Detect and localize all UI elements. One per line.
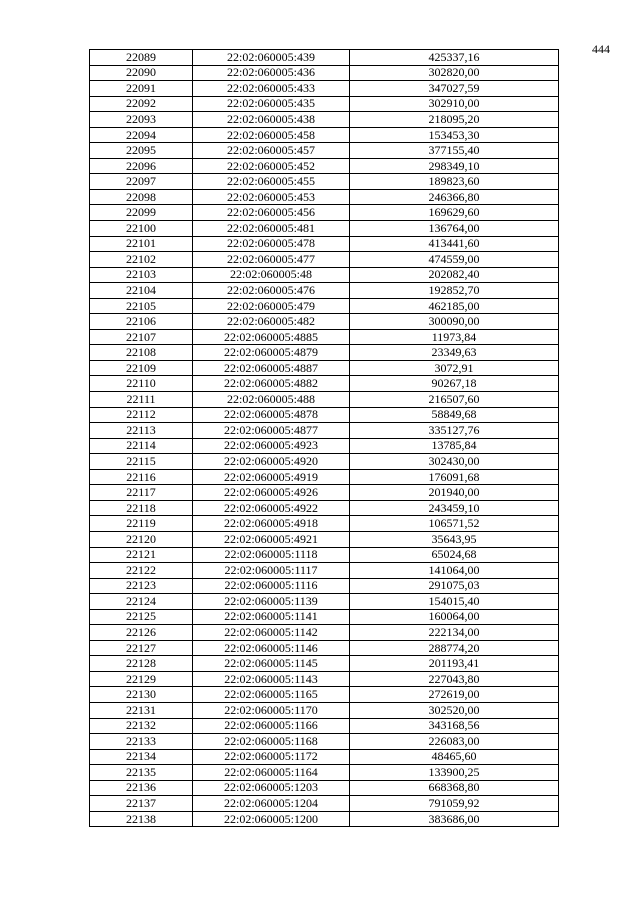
cadastral-value-cell: 90267,18 — [350, 376, 559, 392]
row-number-cell: 22107 — [90, 329, 193, 345]
cadastral-value-table — [89, 49, 559, 827]
table-row — [90, 298, 559, 314]
cadastral-number-cell: 22:02:060005:478 — [193, 236, 350, 252]
table-row — [90, 392, 559, 408]
table-row — [90, 500, 559, 516]
cadastral-number-cell: 22:02:060005:458 — [193, 127, 350, 143]
table-row — [90, 81, 559, 97]
table-row — [90, 329, 559, 345]
cadastral-number-cell: 22:02:060005:1139 — [193, 594, 350, 610]
cadastral-value-cell: 300090,00 — [350, 314, 559, 330]
cadastral-value-cell: 302820,00 — [350, 65, 559, 81]
row-number-cell: 22129 — [90, 671, 193, 687]
table-row — [90, 718, 559, 734]
row-number-cell: 22091 — [90, 81, 193, 97]
table-row — [90, 236, 559, 252]
cadastral-value-cell: 462185,00 — [350, 298, 559, 314]
cadastral-number-cell: 22:02:060005:452 — [193, 158, 350, 174]
table-row — [90, 267, 559, 283]
cadastral-number-cell: 22:02:060005:1204 — [193, 796, 350, 812]
cadastral-number-cell: 22:02:060005:477 — [193, 252, 350, 268]
cadastral-value-cell: 668368,80 — [350, 780, 559, 796]
cadastral-number-cell: 22:02:060005:1166 — [193, 718, 350, 734]
row-number-cell: 22134 — [90, 749, 193, 765]
table-row — [90, 563, 559, 579]
row-number-cell: 22101 — [90, 236, 193, 252]
table-row — [90, 283, 559, 299]
table-row — [90, 345, 559, 361]
cadastral-value-cell: 201193,41 — [350, 656, 559, 672]
row-number-cell: 22106 — [90, 314, 193, 330]
table-row — [90, 314, 559, 330]
cadastral-value-cell: 133900,25 — [350, 765, 559, 781]
cadastral-value-cell: 272619,00 — [350, 687, 559, 703]
table-row — [90, 127, 559, 143]
cadastral-value-cell: 176091,68 — [350, 469, 559, 485]
row-number-cell: 22100 — [90, 221, 193, 237]
cadastral-value-cell: 302520,00 — [350, 702, 559, 718]
row-number-cell: 22109 — [90, 360, 193, 376]
cadastral-value-cell: 425337,16 — [350, 50, 559, 66]
cadastral-value-cell: 377155,40 — [350, 143, 559, 159]
table-row — [90, 376, 559, 392]
row-number-cell: 22132 — [90, 718, 193, 734]
cadastral-number-cell: 22:02:060005:4920 — [193, 454, 350, 470]
cadastral-number-cell: 22:02:060005:4923 — [193, 438, 350, 454]
cadastral-value-cell: 791059,92 — [350, 796, 559, 812]
table-row — [90, 547, 559, 563]
table-row — [90, 594, 559, 610]
cadastral-value-cell: 347027,59 — [350, 81, 559, 97]
cadastral-number-cell: 22:02:060005:1146 — [193, 640, 350, 656]
cadastral-number-cell: 22:02:060005:48 — [193, 267, 350, 283]
cadastral-value-cell: 335127,76 — [350, 423, 559, 439]
cadastral-value-cell: 216507,60 — [350, 392, 559, 408]
row-number-cell: 22093 — [90, 112, 193, 128]
row-number-cell: 22095 — [90, 143, 193, 159]
cadastral-number-cell: 22:02:060005:1142 — [193, 625, 350, 641]
row-number-cell: 22111 — [90, 392, 193, 408]
row-number-cell: 22127 — [90, 640, 193, 656]
cadastral-value-cell: 343168,56 — [350, 718, 559, 734]
table-row — [90, 609, 559, 625]
row-number-cell: 22116 — [90, 469, 193, 485]
row-number-cell: 22102 — [90, 252, 193, 268]
cadastral-value-cell: 154015,40 — [350, 594, 559, 610]
cadastral-number-cell: 22:02:060005:4878 — [193, 407, 350, 423]
row-number-cell: 22137 — [90, 796, 193, 812]
cadastral-value-cell: 218095,20 — [350, 112, 559, 128]
row-number-cell: 22120 — [90, 531, 193, 547]
table-row — [90, 578, 559, 594]
row-number-cell: 22110 — [90, 376, 193, 392]
table-row — [90, 407, 559, 423]
table-row — [90, 469, 559, 485]
row-number-cell: 22118 — [90, 500, 193, 516]
row-number-cell: 22115 — [90, 454, 193, 470]
table-row — [90, 423, 559, 439]
row-number-cell: 22098 — [90, 189, 193, 205]
table-row — [90, 112, 559, 128]
cadastral-value-cell: 298349,10 — [350, 158, 559, 174]
row-number-cell: 22123 — [90, 578, 193, 594]
row-number-cell: 22096 — [90, 158, 193, 174]
cadastral-number-cell: 22:02:060005:456 — [193, 205, 350, 221]
cadastral-number-cell: 22:02:060005:433 — [193, 81, 350, 97]
cadastral-number-cell: 22:02:060005:4921 — [193, 531, 350, 547]
cadastral-value-cell: 169629,60 — [350, 205, 559, 221]
cadastral-number-cell: 22:02:060005:1116 — [193, 578, 350, 594]
cadastral-value-cell: 413441,60 — [350, 236, 559, 252]
table-row — [90, 734, 559, 750]
cadastral-number-cell: 22:02:060005:1145 — [193, 656, 350, 672]
cadastral-number-cell: 22:02:060005:439 — [193, 50, 350, 66]
cadastral-number-cell: 22:02:060005:1203 — [193, 780, 350, 796]
cadastral-number-cell: 22:02:060005:1165 — [193, 687, 350, 703]
row-number-cell: 22113 — [90, 423, 193, 439]
cadastral-number-cell: 22:02:060005:438 — [193, 112, 350, 128]
table-row — [90, 438, 559, 454]
cadastral-number-cell: 22:02:060005:1141 — [193, 609, 350, 625]
cadastral-number-cell: 22:02:060005:4882 — [193, 376, 350, 392]
row-number-cell: 22112 — [90, 407, 193, 423]
cadastral-value-cell: 222134,00 — [350, 625, 559, 641]
row-number-cell: 22138 — [90, 811, 193, 827]
table-row — [90, 189, 559, 205]
row-number-cell: 22126 — [90, 625, 193, 641]
cadastral-value-cell: 35643,95 — [350, 531, 559, 547]
cadastral-number-cell: 22:02:060005:1164 — [193, 765, 350, 781]
cadastral-value-cell: 192852,70 — [350, 283, 559, 299]
cadastral-value-cell: 65024,68 — [350, 547, 559, 563]
table-row — [90, 158, 559, 174]
cadastral-number-cell: 22:02:060005:436 — [193, 65, 350, 81]
table-row — [90, 656, 559, 672]
cadastral-value-cell: 58849,68 — [350, 407, 559, 423]
row-number-cell: 22105 — [90, 298, 193, 314]
cadastral-number-cell: 22:02:060005:1172 — [193, 749, 350, 765]
table-row — [90, 50, 559, 66]
cadastral-number-cell: 22:02:060005:1117 — [193, 563, 350, 579]
row-number-cell: 22136 — [90, 780, 193, 796]
row-number-cell: 22094 — [90, 127, 193, 143]
cadastral-value-cell: 3072,91 — [350, 360, 559, 376]
cadastral-number-cell: 22:02:060005:1118 — [193, 547, 350, 563]
row-number-cell: 22125 — [90, 609, 193, 625]
cadastral-number-cell: 22:02:060005:4885 — [193, 329, 350, 345]
cadastral-value-cell: 13785,84 — [350, 438, 559, 454]
row-number-cell: 22133 — [90, 734, 193, 750]
cadastral-value-cell: 246366,80 — [350, 189, 559, 205]
table-row — [90, 640, 559, 656]
row-number-cell: 22090 — [90, 65, 193, 81]
cadastral-number-cell: 22:02:060005:1168 — [193, 734, 350, 750]
cadastral-number-cell: 22:02:060005:435 — [193, 96, 350, 112]
table-row — [90, 360, 559, 376]
cadastral-value-cell: 160064,00 — [350, 609, 559, 625]
cadastral-value-cell: 202082,40 — [350, 267, 559, 283]
cadastral-number-cell: 22:02:060005:479 — [193, 298, 350, 314]
cadastral-value-cell: 11973,84 — [350, 329, 559, 345]
cadastral-value-cell: 141064,00 — [350, 563, 559, 579]
cadastral-value-cell: 23349,63 — [350, 345, 559, 361]
row-number-cell: 22089 — [90, 50, 193, 66]
table-row — [90, 65, 559, 81]
row-number-cell: 22119 — [90, 516, 193, 532]
cadastral-number-cell: 22:02:060005:476 — [193, 283, 350, 299]
table-row — [90, 252, 559, 268]
cadastral-value-cell: 302430,00 — [350, 454, 559, 470]
cadastral-value-cell: 153453,30 — [350, 127, 559, 143]
row-number-cell: 22117 — [90, 485, 193, 501]
row-number-cell: 22104 — [90, 283, 193, 299]
table-row — [90, 625, 559, 641]
table-row — [90, 96, 559, 112]
table-row — [90, 702, 559, 718]
cadastral-value-cell: 48465,60 — [350, 749, 559, 765]
cadastral-number-cell: 22:02:060005:1143 — [193, 671, 350, 687]
cadastral-number-cell: 22:02:060005:453 — [193, 189, 350, 205]
table-row — [90, 765, 559, 781]
table-body — [90, 50, 559, 827]
page-number: 444 — [592, 42, 610, 56]
row-number-cell: 22114 — [90, 438, 193, 454]
table-row — [90, 796, 559, 812]
table-row — [90, 749, 559, 765]
cadastral-value-cell: 201940,00 — [350, 485, 559, 501]
table-row — [90, 531, 559, 547]
cadastral-number-cell: 22:02:060005:4918 — [193, 516, 350, 532]
row-number-cell: 22103 — [90, 267, 193, 283]
table-row — [90, 143, 559, 159]
row-number-cell: 22097 — [90, 174, 193, 190]
cadastral-value-cell: 291075,03 — [350, 578, 559, 594]
cadastral-value-cell: 136764,00 — [350, 221, 559, 237]
row-number-cell: 22099 — [90, 205, 193, 221]
cadastral-number-cell: 22:02:060005:4922 — [193, 500, 350, 516]
row-number-cell: 22122 — [90, 563, 193, 579]
cadastral-number-cell: 22:02:060005:455 — [193, 174, 350, 190]
cadastral-value-cell: 474559,00 — [350, 252, 559, 268]
table-row — [90, 485, 559, 501]
table-row — [90, 687, 559, 703]
cadastral-value-cell: 226083,00 — [350, 734, 559, 750]
cadastral-value-cell: 106571,52 — [350, 516, 559, 532]
cadastral-number-cell: 22:02:060005:488 — [193, 392, 350, 408]
cadastral-number-cell: 22:02:060005:481 — [193, 221, 350, 237]
row-number-cell: 22135 — [90, 765, 193, 781]
cadastral-number-cell: 22:02:060005:4879 — [193, 345, 350, 361]
row-number-cell: 22121 — [90, 547, 193, 563]
cadastral-value-cell: 288774,20 — [350, 640, 559, 656]
table-row — [90, 454, 559, 470]
cadastral-value-cell: 302910,00 — [350, 96, 559, 112]
cadastral-number-cell: 22:02:060005:4919 — [193, 469, 350, 485]
table-row — [90, 174, 559, 190]
cadastral-number-cell: 22:02:060005:1200 — [193, 811, 350, 827]
table-row — [90, 205, 559, 221]
cadastral-number-cell: 22:02:060005:482 — [193, 314, 350, 330]
row-number-cell: 22108 — [90, 345, 193, 361]
cadastral-number-cell: 22:02:060005:1170 — [193, 702, 350, 718]
table-row — [90, 516, 559, 532]
table-row — [90, 221, 559, 237]
cadastral-value-cell: 243459,10 — [350, 500, 559, 516]
row-number-cell: 22124 — [90, 594, 193, 610]
cadastral-number-cell: 22:02:060005:457 — [193, 143, 350, 159]
cadastral-value-cell: 227043,80 — [350, 671, 559, 687]
cadastral-number-cell: 22:02:060005:4877 — [193, 423, 350, 439]
row-number-cell: 22130 — [90, 687, 193, 703]
row-number-cell: 22131 — [90, 702, 193, 718]
row-number-cell: 22128 — [90, 656, 193, 672]
table-row — [90, 671, 559, 687]
table-row — [90, 811, 559, 827]
table-row — [90, 780, 559, 796]
row-number-cell: 22092 — [90, 96, 193, 112]
cadastral-number-cell: 22:02:060005:4926 — [193, 485, 350, 501]
cadastral-value-cell: 189823,60 — [350, 174, 559, 190]
cadastral-value-cell: 383686,00 — [350, 811, 559, 827]
cadastral-number-cell: 22:02:060005:4887 — [193, 360, 350, 376]
